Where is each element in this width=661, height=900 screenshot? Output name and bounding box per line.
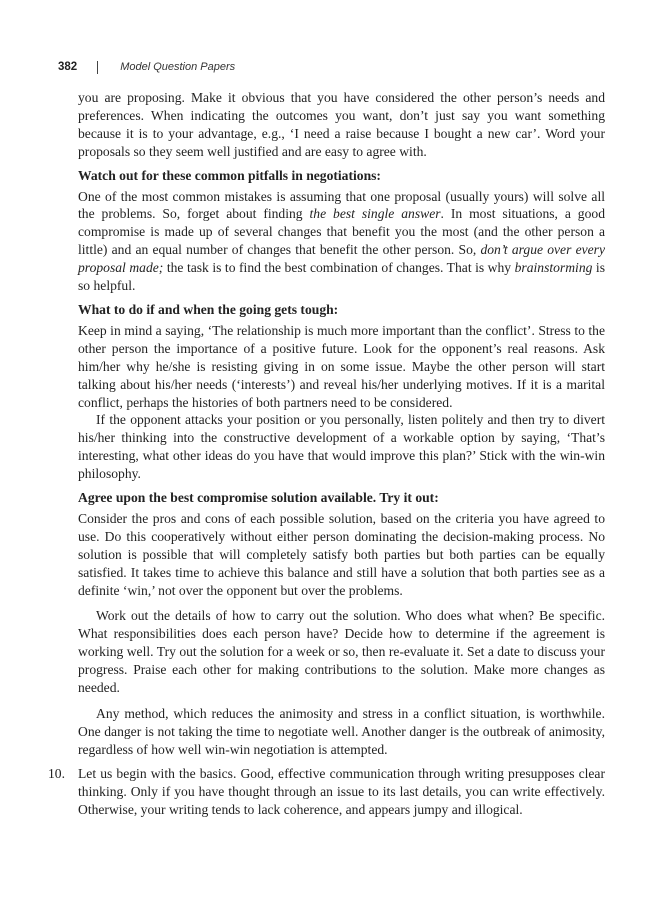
paragraph-text: Work out the details of how to carry out the solution. Who does what when? Be specific. What responsibilities does each person have? Decide how to determine if the agreement is working well. Try out the solution for a week or so, then re-evaluate it. Set a date to discuss your progress. Praise each other for making contributions to the solution. Make more changes as needed.	[78, 608, 605, 696]
emphasis-text: brainstorming	[514, 260, 593, 276]
paragraph-text: If the opponent attacks your position or you personally, listen politely and then try to divert his/her thinking into the constructive development of a workable option by saying, ‘That’s interesting, what other ideas do you have that would improve this plan?’ Stick with the win-win philosophy.	[78, 412, 605, 482]
emphasis-text: the best single answer	[309, 206, 441, 222]
paragraph-text: you are proposing. Make it obvious that you have considered the other person’s needs and preferences. When indicating the outcomes you want, don’t just say you want something because it is to your advantage, e.g., ‘I need a raise because I bought a new car’. Word your proposals so they seem well justified and are easy to agree with.	[78, 90, 605, 159]
paragraph-text: Any method, which reduces the animosity and stress in a conflict situation, is worthwhile. One danger is not taking the time to negotiate well. Another danger is the outbreak of animosity, regardless of how well win-win negotiation is attempted.	[78, 706, 605, 757]
paragraph-pros-cons	[78, 510, 605, 600]
paragraph-text: One of the most common mistakes is assuming that one proposal (usually yours) will solve all the problems. So, forget about finding	[78, 188, 605, 222]
header-divider	[97, 61, 98, 74]
paragraph-animosity	[78, 705, 605, 759]
page-body	[48, 89, 605, 818]
paragraph-text: is so helpful.	[78, 260, 605, 294]
paragraph-proposals	[78, 89, 605, 161]
paragraph-text: Consider the pros and cons of each possible solution, based on the criteria you have agreed to use. Do this cooperatively without either person dominating the decision-making process. No solution is possible that will completely satisfy both parties but both parties can be equally satisfied. It takes time to achieve this balance and still have a solution that both parties see as a definite ‘win,’ not over the opponent but over the problems.	[78, 510, 605, 598]
numbered-item-10	[48, 765, 605, 819]
paragraph-pitfalls	[78, 188, 605, 295]
paragraph-relationship	[78, 322, 605, 412]
item-number: 10.	[48, 765, 65, 781]
running-head	[58, 58, 235, 76]
item-text: Let us begin with the basics. Good, effective communication through writing presupposes clear thinking. Only if you have thought through an issue to its last details, you can write effectively. Otherwise, your writing tends to lack coherence, and appears jumpy and illogical.	[78, 765, 605, 817]
page-number: 382	[58, 61, 78, 73]
heading-compromise: Agree upon the best compromise solution available. Try it out:	[78, 490, 439, 506]
paragraph-text: the task is to find the best combination of changes. That is why	[163, 260, 515, 276]
paragraph-opponent-attacks	[78, 411, 605, 483]
paragraph-text: Keep in mind a saying, ‘The relationship is much more important than the conflict’. Stress to the other person the importance of a positive future. Look for the opponent’s real reasons. Ask him/her why he/she is resisting giving in on some issue. Maybe the other person will start talking about his/her needs (‘interests’) and reveal his/her underlying motives. If it is a marital conflict, perhaps the histories of both partners need to be considered.	[78, 322, 605, 410]
running-title: Model Question Papers	[120, 61, 236, 73]
heading-going-gets-tough: What to do if and when the going gets tough:	[78, 301, 339, 317]
paragraph-details	[78, 607, 605, 697]
paragraph-text: . In most situations, a good compromise is made up of several changes that benefit you the most (and the other person a little) and an equal number of changes that benefit the other person. So,	[78, 206, 605, 258]
emphasis-text: don’t argue over every proposal made;	[78, 242, 605, 276]
heading-pitfalls: Watch out for these common pitfalls in negotiations:	[78, 167, 381, 183]
